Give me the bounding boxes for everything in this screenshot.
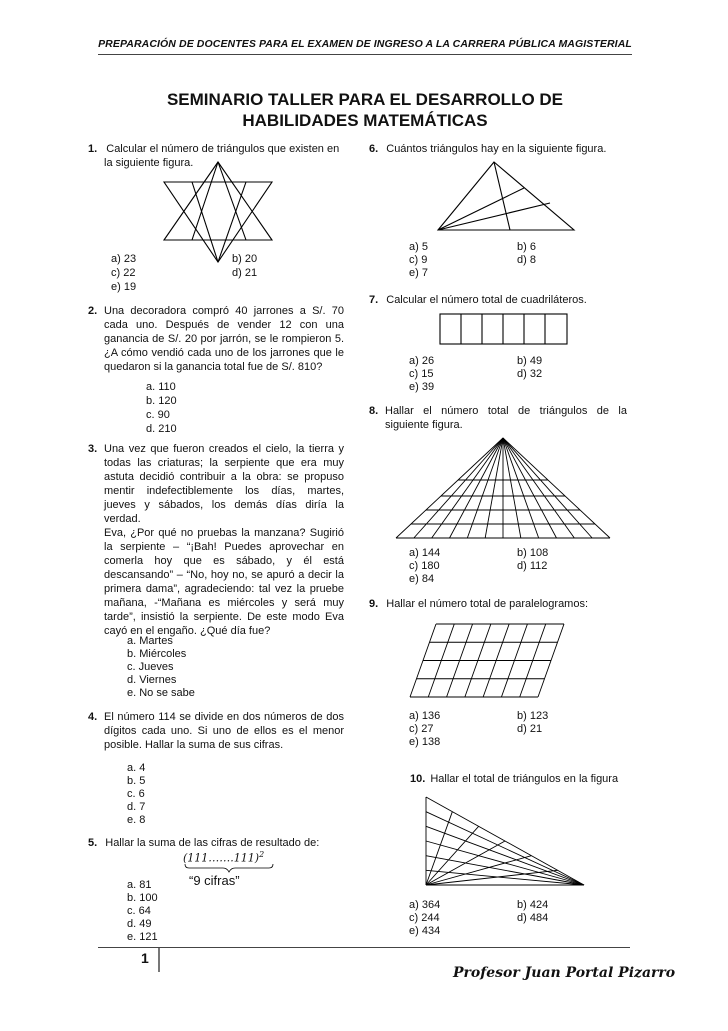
q9-option-d[interactable]: d) 21 xyxy=(517,723,543,735)
q3-line: descansando” – “No, hoy no, se apuró a decir la xyxy=(104,569,344,581)
q8-line-2: siguiente figura. xyxy=(385,419,463,431)
q1-option-d[interactable]: d) 21 xyxy=(232,267,258,279)
author-signature: Profesor Juan Portal Pizarro xyxy=(453,965,676,981)
q8-option-b[interactable]: b) 108 xyxy=(517,547,549,559)
footer-rule xyxy=(98,947,630,948)
q5-option-d[interactable]: d. 49 xyxy=(127,918,152,930)
q10-option-d[interactable]: d) 484 xyxy=(517,912,549,924)
q4-option-e[interactable]: e. 8 xyxy=(127,814,146,826)
q5-option-b[interactable]: b. 100 xyxy=(127,892,158,904)
q1-option-e[interactable]: e) 19 xyxy=(111,281,137,293)
question-7-text: Calcular el número total de cuadriláteros. xyxy=(386,294,587,306)
q3-line: cayó en el engaño. ¿Qué día fue? xyxy=(104,625,271,637)
q3-option-e[interactable]: e. No se sabe xyxy=(127,687,195,699)
q2-option-b[interactable]: b. 120 xyxy=(146,395,177,407)
question-9-number: 9. xyxy=(369,598,379,610)
q8-option-d[interactable]: d) 112 xyxy=(517,560,548,572)
page-title xyxy=(90,89,640,131)
q1-option-a[interactable]: a) 23 xyxy=(111,253,137,265)
q9-option-c[interactable]: c) 27 xyxy=(409,723,434,735)
q6-option-a[interactable]: a) 5 xyxy=(409,241,428,253)
q1-option-c[interactable]: c) 22 xyxy=(111,267,136,279)
title-line-1: SEMINARIO TALLER PARA EL DESARROLLO DE xyxy=(166,90,564,109)
question-1-text: Calcular el número de triángulos que existen en xyxy=(106,143,340,155)
q2-line: Una decoradora compró 40 jarrones a S/. 70 xyxy=(104,305,344,317)
q3-option-a[interactable]: a. Martes xyxy=(127,635,173,647)
q8-line-1: Hallar el número total de triángulos de la xyxy=(385,405,627,417)
q6-option-e[interactable]: e) 7 xyxy=(409,267,428,279)
question-8 xyxy=(369,404,627,432)
q3-line: comerla hoy que es sábado, y él está xyxy=(104,555,344,567)
question-2 xyxy=(88,304,344,374)
q9-option-b[interactable]: b) 123 xyxy=(517,710,549,722)
q5-option-c[interactable]: c. 64 xyxy=(127,905,151,917)
q10-option-b[interactable]: b) 424 xyxy=(517,899,549,911)
question-9 xyxy=(369,597,639,611)
q2-option-d[interactable]: d. 210 xyxy=(146,423,177,435)
question-9-text: Hallar el número total de paralelogramos: xyxy=(386,598,589,610)
q5-expression-base: (111…….111) xyxy=(183,851,260,865)
q3-line: verdad. xyxy=(104,513,141,525)
question-10-text: Hallar el total de triángulos en la figura xyxy=(430,773,619,785)
q3-line: jueves y sábados, los demás días diría la xyxy=(104,499,344,511)
q9-option-a[interactable]: a) 136 xyxy=(409,710,441,722)
q4-option-b[interactable]: b. 5 xyxy=(127,775,146,787)
q5-option-e[interactable]: e. 121 xyxy=(127,931,158,943)
q2-line: ¿A cómo vendió cada uno de los jarrones que le xyxy=(104,347,344,359)
question-6-number: 6. xyxy=(369,143,379,155)
q3-line: todas las criaturas; la serpiente que era muy xyxy=(104,457,344,469)
q3-line: Una vez que fueron creados el cielo, la tierra y xyxy=(104,443,344,455)
question-6-text: Cuántos triángulos hay en la siguiente figura. xyxy=(386,143,607,155)
question-4-number: 4. xyxy=(88,711,98,723)
q7-option-b[interactable]: b) 49 xyxy=(517,355,543,367)
question-7 xyxy=(369,293,639,307)
q3-line: astuta decidió contribuir a la obra: se propuso xyxy=(104,471,344,483)
q7-option-a[interactable]: a) 26 xyxy=(409,355,435,367)
q4-option-d[interactable]: d. 7 xyxy=(127,801,146,813)
q10-option-e[interactable]: e) 434 xyxy=(409,925,441,937)
question-10 xyxy=(410,772,680,786)
q7-option-d[interactable]: d) 32 xyxy=(517,368,543,380)
question-7-number: 7. xyxy=(369,294,379,306)
q5-exponent: 2 xyxy=(259,850,265,859)
q3-line: Eva, ¿Por qué no pruebas la manzana? Sugirió xyxy=(104,527,344,539)
question-10-number: 10. xyxy=(410,773,426,785)
q2-line: quedaron si la ganancia total fue de S/. 810? xyxy=(104,361,323,373)
q8-option-e[interactable]: e) 84 xyxy=(409,573,435,585)
q4-line: dígitos cada uno. Si uno de ellos es el menor xyxy=(104,725,344,737)
q3-option-b[interactable]: b. Miércoles xyxy=(127,648,187,660)
q1-option-b[interactable]: b) 20 xyxy=(232,253,258,265)
q3-line: la serpiente – “¡Bah! Puedes aprovechar en xyxy=(104,541,344,553)
q9-option-e[interactable]: e) 138 xyxy=(409,736,441,748)
question-3-number: 3. xyxy=(88,443,98,455)
header-rule xyxy=(98,54,632,55)
q6-option-d[interactable]: d) 8 xyxy=(517,254,536,266)
page-header: PREPARACIÓN DE DOCENTES PARA EL EXAMEN DE INGRESO A LA CARRERA PÚBLICA MAGISTERIAL xyxy=(98,38,632,50)
question-5-text: Hallar la suma de las cifras de resultado de: xyxy=(105,837,320,849)
q3-line: tarde”, insistió la serpiente. De este modo Eva xyxy=(104,611,344,623)
q4-line: posible. Hallar la suma de sus cifras. xyxy=(104,739,284,751)
q5-note: “9 cifras” xyxy=(189,873,240,888)
q2-option-a[interactable]: a. 110 xyxy=(146,381,176,393)
q2-line: ganancia de S/. 20 por jarrón, se le rompieron 5. xyxy=(104,333,344,345)
question-4 xyxy=(88,710,344,752)
question-6 xyxy=(369,142,639,156)
q7-option-c[interactable]: c) 15 xyxy=(409,368,434,380)
question-5-number: 5. xyxy=(88,837,98,849)
q3-line: mañana, -“Mañana es miércoles y será muy xyxy=(104,597,344,609)
title-line-2: HABILIDADES MATEMÁTICAS xyxy=(242,111,488,130)
q3-line: mentir indefectiblemente los días, martes, xyxy=(104,485,344,497)
q10-option-a[interactable]: a) 364 xyxy=(409,899,441,911)
q4-line: El número 114 se divide en dos números de dos xyxy=(104,711,344,723)
q4-option-a[interactable]: a. 4 xyxy=(127,762,146,774)
q8-option-a[interactable]: a) 144 xyxy=(409,547,441,559)
q3-option-c[interactable]: c. Jueves xyxy=(127,661,174,673)
question-5 xyxy=(88,836,348,850)
question-1 xyxy=(88,142,348,170)
question-3 xyxy=(88,442,344,638)
footer-divider xyxy=(158,948,160,972)
q5-expression xyxy=(183,850,264,865)
page-number: 1 xyxy=(141,950,149,966)
question-1-text-2: la siguiente figura. xyxy=(104,157,194,169)
q6-option-b[interactable]: b) 6 xyxy=(517,241,536,253)
q2-line: cada uno. Después de vender 12 con una xyxy=(104,319,344,331)
question-1-number: 1. xyxy=(88,143,98,155)
q10-option-c[interactable]: c) 244 xyxy=(409,912,440,924)
question-2-number: 2. xyxy=(88,305,98,317)
q6-option-c[interactable]: c) 9 xyxy=(409,254,428,266)
q7-option-e[interactable]: e) 39 xyxy=(409,381,435,393)
q4-option-c[interactable]: c. 6 xyxy=(127,788,145,800)
q3-line: primera dama”, agradeciendo: tal vez la pruebe xyxy=(104,583,344,595)
question-8-number: 8. xyxy=(369,405,379,417)
q8-option-c[interactable]: c) 180 xyxy=(409,560,440,572)
q5-option-a[interactable]: a. 81 xyxy=(127,879,152,891)
q3-option-d[interactable]: d. Viernes xyxy=(127,674,177,686)
q2-option-c[interactable]: c. 90 xyxy=(146,409,170,421)
